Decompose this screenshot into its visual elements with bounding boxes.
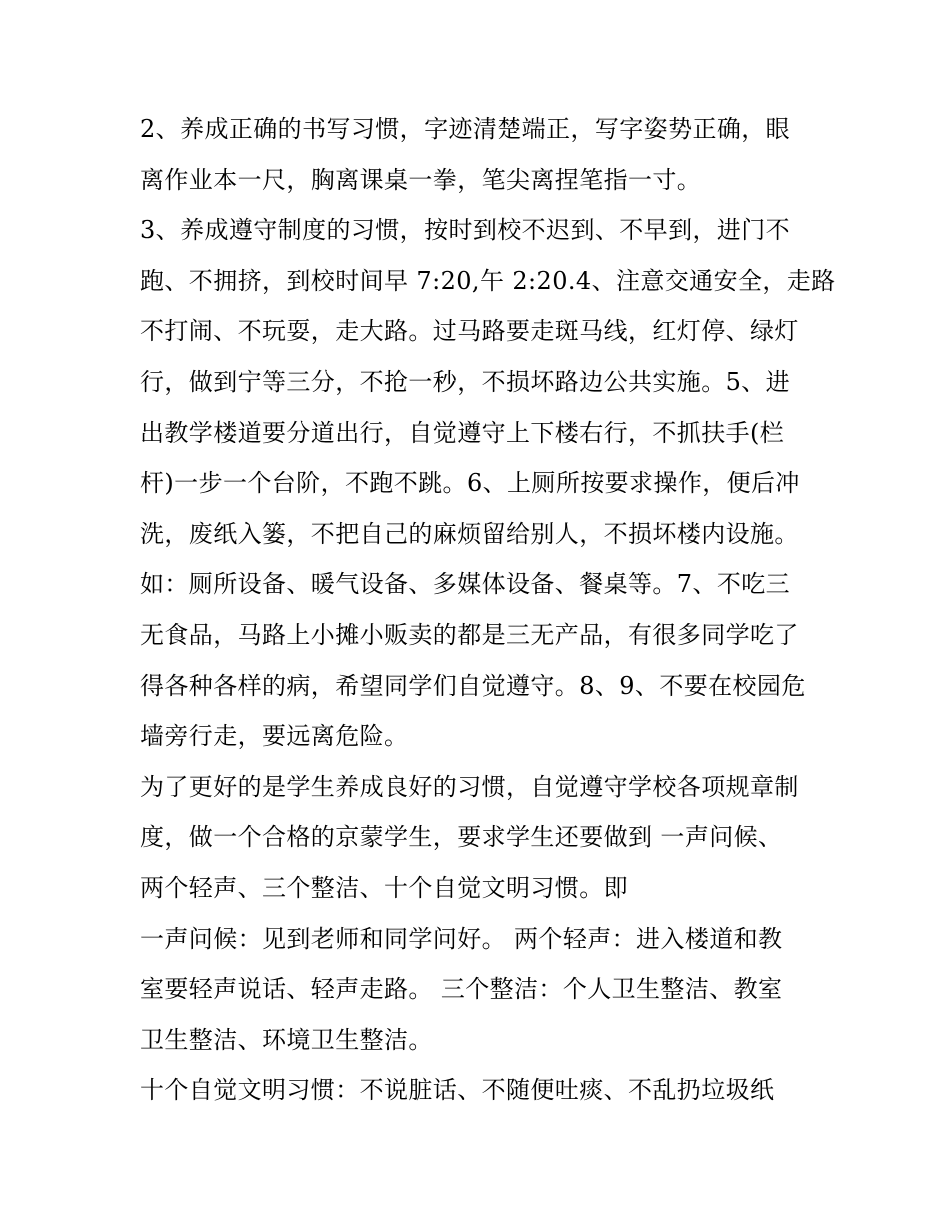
document-page	[140, 104, 836, 1116]
text-line: 卫生整洁、环境卫生整洁。	[140, 1025, 433, 1054]
text-line: 一声问候：见到老师和同学问好。 两个轻声：进入楼道和教	[140, 924, 783, 953]
text-line: 杆)一步一个台阶，不跑不跳。6、上厕所按要求操作，便后冲	[140, 469, 800, 498]
text-line: 度，做一个合格的京蒙学生，要求学生还要做到 一声问候、	[140, 823, 783, 852]
text-line: 室要轻声说话、轻声走路。 三个整洁：个人卫生整洁、教室	[140, 975, 783, 1004]
paragraph-writing-habits	[140, 104, 812, 205]
text-line: 跑、不拥挤，到校时间早 7:20,午 2:20.4、注意交通安全，走路	[140, 266, 836, 295]
text-line: 无食品，马路上小摊小贩卖的都是三无产品，有很多同学吃了	[140, 620, 799, 649]
paragraph-good-habits-intro	[140, 762, 812, 914]
text-line: 离作业本一尺，胸离课桌一拳，笔尖离捏笔指一寸。	[140, 165, 702, 194]
paragraph-rules-habits	[140, 205, 836, 762]
text-line: 2、养成正确的书写习惯，字迹清楚端正，写字姿势正确，眼	[140, 115, 791, 143]
paragraph-ten-habits	[140, 1065, 812, 1116]
text-line: 不打闹、不玩耍，走大路。过马路要走斑马线，红灯停、绿灯	[140, 317, 799, 346]
text-line: 十个自觉文明习惯：不说脏话、不随便吐痰、不乱扔垃圾纸	[140, 1076, 775, 1105]
text-line: 3、养成遵守制度的习惯，按时到校不迟到、不早到，进门不	[140, 216, 791, 245]
text-line: 出教学楼道要分道出行，自觉遵守上下楼右行，不抓扶手(栏	[140, 418, 785, 447]
paragraph-greetings-quiet-clean	[140, 914, 812, 1066]
text-line: 洗，废纸入篓，不把自己的麻烦留给别人，不损坏楼内设施。	[140, 519, 799, 548]
text-line: 为了更好的是学生养成良好的习惯，自觉遵守学校各项规章制	[140, 772, 799, 801]
text-line: 两个轻声、三个整洁、十个自觉文明习惯。即	[140, 873, 628, 902]
text-line: 得各种各样的病，希望同学们自觉遵守。8、9、不要在校园危	[140, 671, 806, 700]
text-line: 行，做到宁等三分，不抢一秒，不损坏路边公共实施。5、进	[140, 367, 791, 396]
text-line: 如：厕所设备、暖气设备、多媒体设备、餐桌等。7、不吃三	[140, 570, 791, 599]
text-line: 墙旁行走，要远离危险。	[140, 722, 409, 751]
